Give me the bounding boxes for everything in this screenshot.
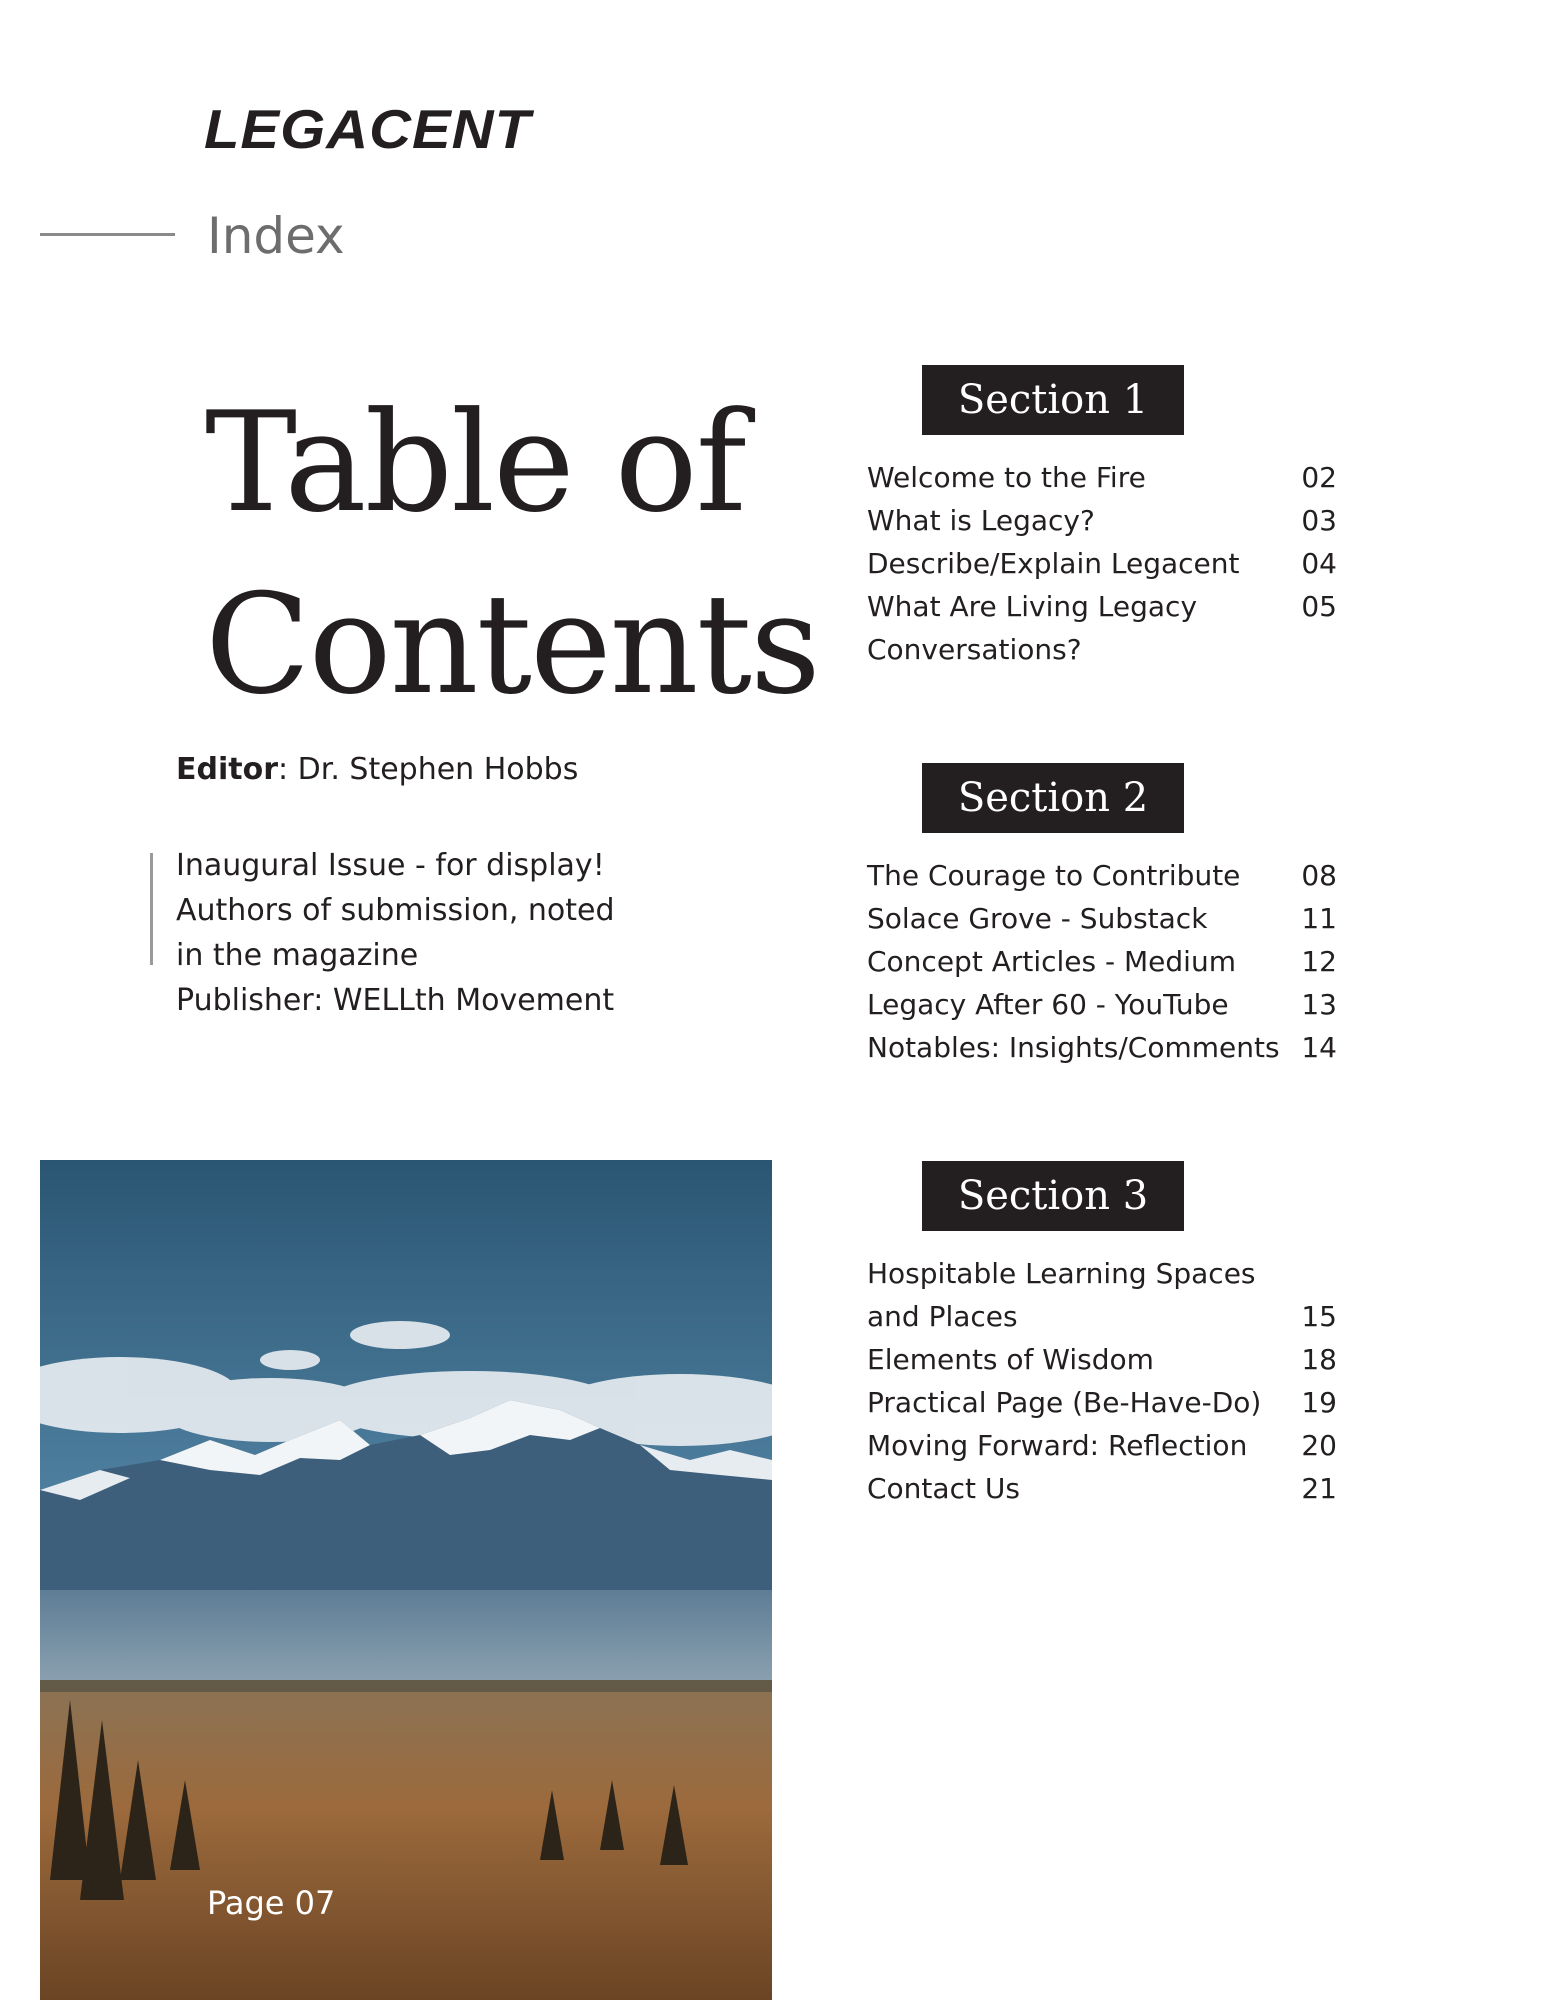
entry-title: Notables: Insights/Comments xyxy=(867,1031,1280,1064)
entry-title: Hospitable Learning Spaces xyxy=(867,1257,1256,1290)
toc-entry[interactable] xyxy=(867,940,1347,983)
title-line-2: Contents xyxy=(205,564,819,725)
entry-page: 18 xyxy=(1301,1343,1337,1376)
entry-title: Concept Articles - Medium xyxy=(867,945,1236,978)
editor-label: Editor xyxy=(176,752,278,787)
header-rule xyxy=(40,233,175,236)
toc-entry[interactable] xyxy=(867,499,1347,542)
entry-page: 21 xyxy=(1301,1472,1337,1505)
page-subtitle: Index xyxy=(207,207,345,265)
entry-title: Practical Page (Be-Have-Do) xyxy=(867,1386,1262,1419)
section-3-heading: Section 3 xyxy=(922,1161,1184,1231)
toc-entry[interactable] xyxy=(867,983,1347,1026)
entry-title: Describe/Explain Legacent xyxy=(867,547,1240,580)
page-number: Page 07 xyxy=(207,1884,336,1922)
issue-info xyxy=(176,843,615,1023)
toc-entry[interactable] xyxy=(867,1467,1347,1510)
entry-page: 14 xyxy=(1301,1031,1337,1064)
toc-entry[interactable] xyxy=(867,1252,1347,1338)
entry-title: Contact Us xyxy=(867,1472,1020,1505)
section-1-heading: Section 1 xyxy=(922,365,1184,435)
info-line: Inaugural Issue - for display! xyxy=(176,848,605,883)
entry-page: 08 xyxy=(1301,859,1337,892)
toc-entry[interactable] xyxy=(867,542,1347,585)
entry-page: 03 xyxy=(1301,504,1337,537)
toc-entry[interactable] xyxy=(867,854,1347,897)
entry-title: Welcome to the Fire xyxy=(867,461,1146,494)
entry-title: The Courage to Contribute xyxy=(867,859,1241,892)
entry-page: 20 xyxy=(1301,1429,1337,1462)
section-3-entries xyxy=(867,1252,1347,1510)
section-2-entries xyxy=(867,854,1347,1069)
entry-title: What is Legacy? xyxy=(867,504,1095,537)
entry-title-cont: Conversations? xyxy=(867,633,1082,666)
toc-entry[interactable] xyxy=(867,897,1347,940)
toc-entry[interactable] xyxy=(867,456,1347,499)
entry-page: 05 xyxy=(1301,590,1337,623)
quote-bar xyxy=(150,853,153,965)
page-title xyxy=(205,372,819,736)
toc-entry[interactable] xyxy=(867,1424,1347,1467)
info-line: Authors of submission, noted xyxy=(176,893,615,928)
entry-page: 12 xyxy=(1301,945,1337,978)
entry-title-cont: and Places xyxy=(867,1300,1018,1333)
entry-page: 13 xyxy=(1301,988,1337,1021)
entry-page: 11 xyxy=(1301,902,1337,935)
section-1-entries xyxy=(867,456,1347,671)
entry-title: What Are Living Legacy xyxy=(867,590,1198,623)
title-line-1: Table of xyxy=(205,382,745,543)
entry-title: Elements of Wisdom xyxy=(867,1343,1154,1376)
entry-title: Moving Forward: Reflection xyxy=(867,1429,1248,1462)
entry-page: 02 xyxy=(1301,461,1337,494)
entry-page: 04 xyxy=(1301,547,1337,580)
toc-entry[interactable] xyxy=(867,585,1347,671)
toc-entry[interactable] xyxy=(867,1338,1347,1381)
entry-title: Solace Grove - Substack xyxy=(867,902,1208,935)
entry-page: 15 xyxy=(1301,1300,1337,1333)
entry-title: Legacy After 60 - YouTube xyxy=(867,988,1229,1021)
entry-page: 19 xyxy=(1301,1386,1337,1419)
section-2-heading: Section 2 xyxy=(922,763,1184,833)
info-line: Publisher: WELLth Movement xyxy=(176,983,615,1018)
info-line: in the magazine xyxy=(176,938,419,973)
editor-name: : Dr. Stephen Hobbs xyxy=(278,752,579,787)
brand-logo: LEGACENT xyxy=(204,98,531,161)
toc-entry[interactable] xyxy=(867,1381,1347,1424)
editor-credit xyxy=(176,752,578,787)
toc-entry[interactable] xyxy=(867,1026,1347,1069)
mountain-photo xyxy=(40,1160,772,2000)
